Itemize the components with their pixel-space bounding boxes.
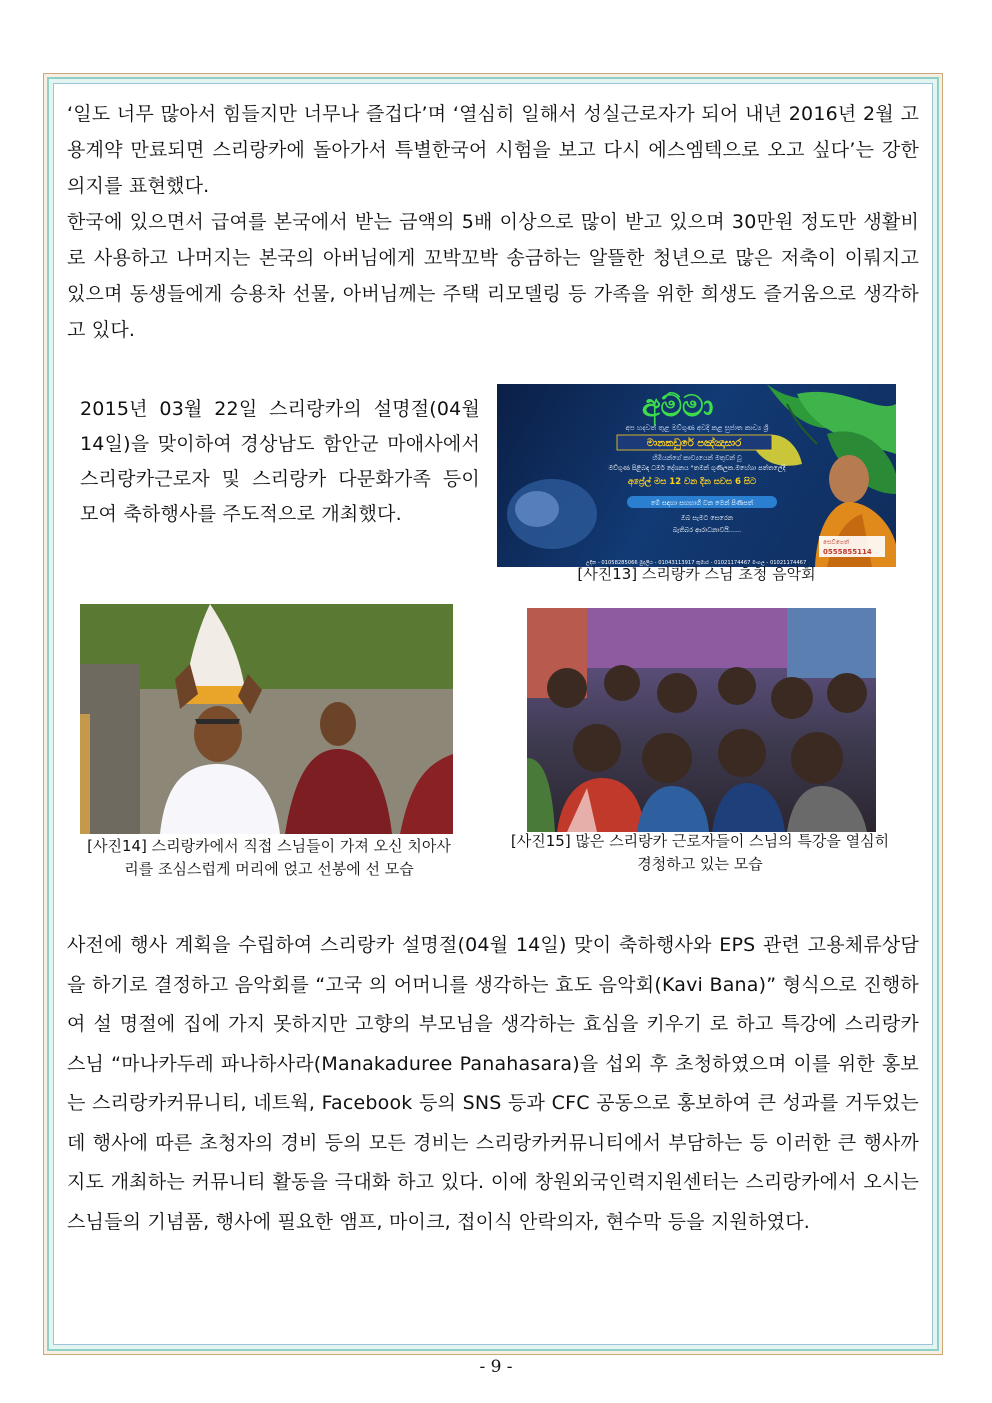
page-number: - 9 - [479, 1357, 513, 1377]
paragraph-1: ‘일도 너무 많아서 힘들지만 너무나 즐겁다’며 ‘열심히 일해서 성실근로자가 되어 내년 2016년 2월 고용계약 만료되면 스리랑카에 돌아가서 특별한국어 시험을 보고 다시 에스엠텍으로 오고 싶다’는 강한 의지를 표현했다. 한국에 있으면서 급여를 본국에서 받는 금액의 5배 이상으로 많이 받고 있으며 30만원 정도만 생활비로 사용하고 나머지는 본국의 아버님에게 꼬박꼬박 송금하는 알뜰한 청년으로 많은 저축이 이뤄지고 있으며 동생들에게 승용차 선물, 아버님께는 주택 리모델링 등 가족을 위한 희생도 즐거움으로 생각하고 있다. [67, 103, 919, 341]
poster-invite-3: බැතිබර ආරාධනාවයි...... [672, 526, 742, 534]
poster-title: අම්මා [642, 389, 714, 424]
paragraph-2: 2015년 03월 22일 스리랑카의 설명절(04월14일)을 맞이하여 경상남도 함안군 마애사에서 스리랑카근로자 및 스리랑카 다문화가족 등이 모여 축하행사를 주도적으로 개최했다. [80, 398, 480, 525]
caption-photo-15: [사진15] 많은 스리랑카 근로자들이 스님의 특강을 열심히 경청하고 있는 모습 [510, 832, 890, 873]
poster-line-3: මව්ගුණ පිළිබඳ ධර්ම දේශනය "තමන් ගුණිලක.මහේශා පත්තලේදී [608, 464, 786, 472]
poster-line-1: අප හදවත් තුළ මව්ගුණ අවදි කළ සුජාත කාව්‍ය ශ්‍රී [625, 424, 769, 432]
poster-monk-phone: 0555855114 [823, 548, 872, 556]
concert-poster-image [497, 384, 896, 567]
poster-contacts: උදිත - 01058285066 මුදලිය - 01043113917 කුමාර - 01021174467 මංගල - 01021174467 [585, 560, 807, 566]
caption-photo-13: [사진13] 스리랑카 스님 초청 음악회 [577, 565, 816, 583]
relic-procession-photo [80, 604, 453, 834]
procession-illustration [80, 604, 453, 834]
caption-photo-14: [사진14] 스리랑카에서 직접 스님들이 가져 오신 치아사리를 조심스럽게 머리에 얹고 선봉에 선 모습 [87, 837, 451, 878]
paragraph-3: 사전에 행사 계획을 수립하여 스리랑카 설명절(04월 14일) 맞이 축하행사와 EPS 관련 고용체류상담을 하기로 결정하고 음악회를 “고국 의 어머니를 생각하는 효도 음악회(Kavi Bana)” 형식으로 진행하여 설 명절에 집에 가지 못하지만 고향의 부모님을 생각하는 효심을 키우기 로 하고 특강에 스리랑카 스님 “마나카두레 파나하사라(Manakaduree Panahasara)을 섭외 후 초청하였으며 이를 위한 홍보는 스리랑카커뮤니티, 네트웍, Facebook 등의 SNS 등과 CFC 공동으로 홍보하여 큰 성과를 거두었는데 행사에 따른 초청자의 경비 등의 모든 경비는 스리랑카커뮤니티에서 부담하는 등 이러한 큰 행사까지도 개최하는 커뮤니티 활동을 극대화 하고 있다. 이에 창원외국인력지원센터는 스리랑카에서 오시는 스님들의 기념품, 행사에 필요한 앰프, 마이크, 접이식 안락의자, 현수막 등을 지원하였다. [67, 934, 919, 1233]
mother-child-graphic [507, 479, 597, 549]
poster-monk-name: මානකඩුරේ පඤ්ඤාසාර [646, 438, 742, 449]
audience-illustration [527, 608, 876, 832]
poster-invite-1: මේ සඳහා සහභාගී වන මෙන් පිණිසත් [650, 499, 754, 507]
poster-monk-tag-name: සෙව්ගෙත් [823, 539, 849, 546]
poster-date-line: අප්‍රේල් මස 12 වන දින සවස 6 සිට [627, 477, 757, 487]
poster-invite-2: ඔබ සැමට සෙරෙන [680, 514, 734, 522]
bodhi-leaves-graphic [752, 384, 896, 494]
poster-artwork [497, 384, 896, 567]
poster-line-2: හිමියන්ගේ කාව්‍යයෙන් මතුවන් වූ [652, 454, 742, 462]
audience-listening-photo [527, 608, 876, 832]
